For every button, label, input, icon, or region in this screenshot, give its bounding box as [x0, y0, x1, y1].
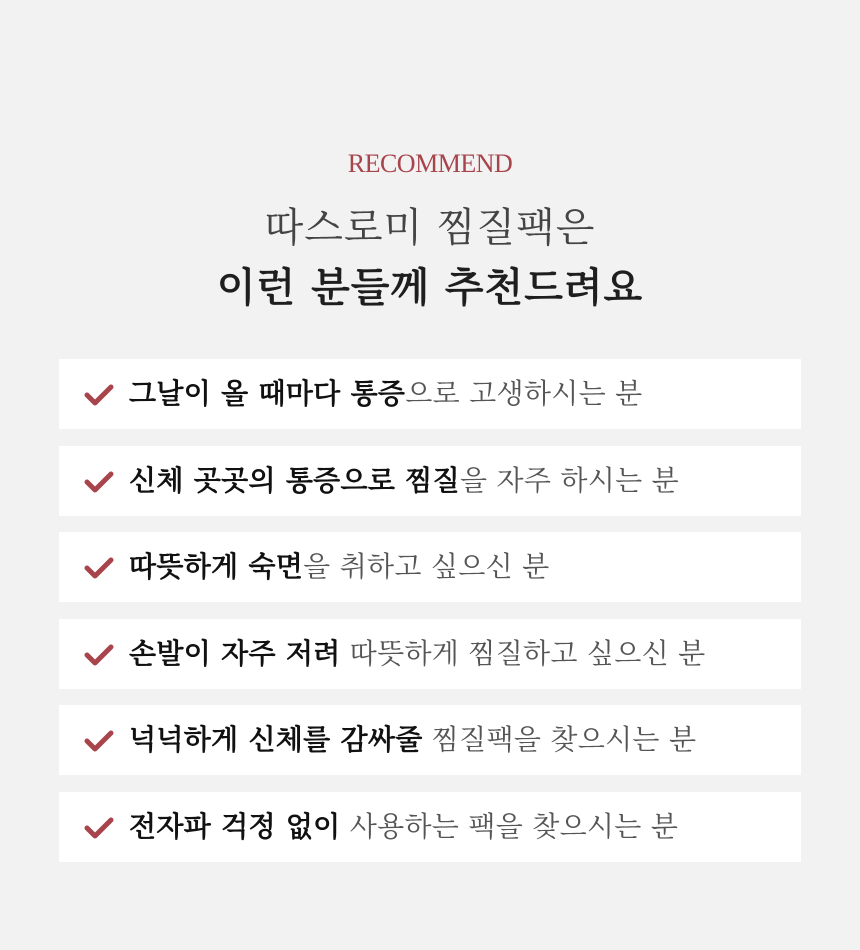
list-item-text — [129, 637, 706, 671]
list-item-highlight: 전자파 걱정 없이 — [129, 809, 341, 843]
list-item — [59, 359, 801, 429]
recommend-list — [59, 359, 801, 879]
list-item-highlight: 손발이 자주 저려 — [129, 636, 341, 670]
list-item-rest: 을 자주 하시는 분 — [459, 463, 680, 497]
list-item — [59, 446, 801, 516]
check-icon — [84, 556, 114, 580]
check-icon — [84, 643, 114, 667]
list-item-highlight: 신체 곳곳의 통증으로 찜질 — [129, 463, 460, 497]
list-item — [59, 792, 801, 862]
check-icon — [84, 729, 114, 753]
list-item-rest: 찜질팩을 찾으시는 분 — [422, 723, 697, 757]
list-item-rest: 사용하는 팩을 찾으시는 분 — [340, 809, 679, 843]
list-item — [59, 705, 801, 775]
list-item-text — [129, 550, 550, 584]
list-item-highlight: 그날이 올 때마다 통증 — [129, 377, 406, 410]
list-item-highlight: 넉넉하게 신체를 감싸줄 — [129, 723, 423, 757]
list-item-highlight: 따뜻하게 숙면 — [129, 550, 304, 584]
list-item-text — [129, 810, 678, 844]
section-title-line1: 따스로미 찜질팩은 — [264, 205, 596, 251]
list-item — [59, 619, 801, 689]
check-icon — [84, 816, 114, 840]
list-item-rest: 으로 고생하시는 분 — [405, 377, 643, 410]
list-item-text — [129, 464, 679, 498]
list-item-text — [129, 723, 696, 757]
check-icon — [84, 383, 114, 407]
section-eyebrow: RECOMMEND — [347, 149, 513, 178]
section-title-line2: 이런 분들께 추천드려요 — [216, 264, 644, 311]
list-item-text — [129, 377, 642, 411]
check-icon — [84, 470, 114, 494]
list-item-rest: 따뜻하게 찜질하고 싶으신 분 — [340, 636, 706, 670]
list-item-rest: 을 취하고 싶으신 분 — [303, 550, 550, 584]
list-item — [59, 532, 801, 602]
